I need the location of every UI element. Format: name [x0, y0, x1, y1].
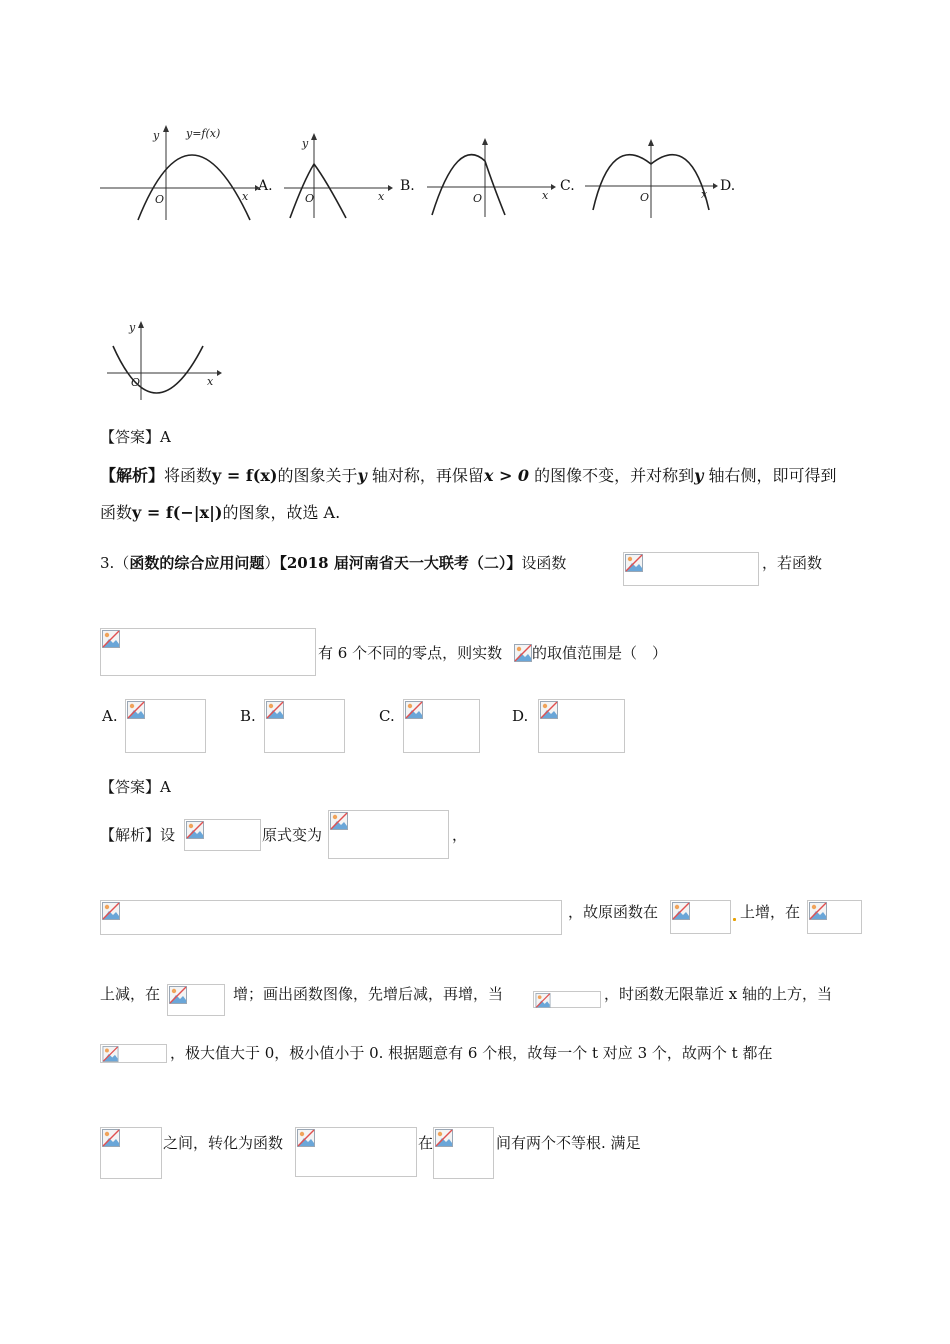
choice-c-image[interactable] — [403, 699, 480, 753]
question-text: 的取值范围是（ ） — [532, 644, 668, 662]
graph-d-option: D. — [720, 178, 736, 194]
question-3 — [100, 553, 566, 573]
question-text: ，若函数 — [762, 554, 823, 572]
formula-image — [100, 628, 316, 676]
analysis-1-text: 的图象，故选 A. — [222, 503, 341, 522]
broken-image-icon — [102, 1129, 120, 1147]
graph-given-y-label: y — [129, 321, 136, 334]
formula-image — [433, 1127, 494, 1179]
graph-given-origin-label: O — [131, 376, 141, 389]
broken-image-icon — [435, 1129, 453, 1147]
broken-image-icon — [514, 644, 532, 662]
choice-a-label[interactable]: A. — [102, 707, 118, 725]
broken-image-icon — [127, 701, 145, 719]
analysis-1-text: 的图象关于 — [277, 466, 358, 485]
analysis-2-text: 原式变为 — [262, 826, 323, 844]
analysis-1-text: 轴右侧，即可得到 — [703, 466, 837, 485]
graph-c-option: C. — [560, 178, 575, 194]
broken-image-icon — [330, 812, 348, 830]
formula-image — [167, 984, 225, 1016]
graph-b-y-label: y — [302, 137, 309, 150]
graph-a-y-label: y — [153, 129, 160, 142]
choice-a-image[interactable] — [125, 699, 206, 753]
analysis-2-text: ，极大值大于 0，极小值小于 0. 根据题意有 6 个根，故每一个 t 对应 3 个，故两个 t 都在 — [170, 1044, 773, 1062]
choice-b-image[interactable] — [264, 699, 345, 753]
formula-image — [807, 900, 862, 934]
analysis-1-formula: y = f(−|x|) — [132, 503, 223, 522]
analysis-1-formula: y = f(x) — [212, 466, 278, 485]
graph-a-option: A. — [258, 178, 273, 194]
graph-given-x-label: x — [207, 375, 214, 388]
broken-image-icon — [540, 701, 558, 719]
question-number: 3.（ — [100, 554, 130, 572]
graph-d-origin-label: O — [640, 191, 650, 204]
analysis-1-line-2 — [100, 503, 340, 523]
broken-image-icon — [266, 701, 284, 719]
graph-c-origin-label: O — [473, 192, 483, 205]
broken-image-icon — [809, 902, 827, 920]
broken-image-icon — [102, 1046, 119, 1062]
answer-2: 【答案】A — [100, 778, 171, 796]
graph-a-fx-label: y=f(x) — [186, 127, 221, 140]
formula-image — [295, 1127, 417, 1177]
choice-d-label[interactable]: D. — [512, 707, 529, 725]
analysis-1-formula: x > 0 — [483, 466, 530, 485]
analysis-2-text: 上减，在 — [100, 985, 161, 1003]
analysis-1-var: y — [357, 466, 367, 485]
graph-c-x-label: x — [542, 189, 549, 202]
analysis-2-text: ，故原函数在 — [568, 903, 659, 921]
analysis-2-text: 间有两个不等根. 满足 — [496, 1134, 641, 1152]
broken-image-icon — [672, 902, 690, 920]
question-topic: 函数的综合应用问题 — [129, 554, 265, 572]
formula-image — [100, 1127, 162, 1179]
formula-image — [328, 810, 449, 859]
formula-image — [184, 819, 261, 851]
graph-given — [105, 318, 225, 403]
graph-a — [100, 120, 260, 225]
answer-1: 【答案】A — [100, 428, 171, 446]
broken-image-icon — [535, 993, 551, 1008]
broken-image-icon — [102, 902, 120, 920]
broken-image-icon — [625, 554, 643, 572]
formula-image — [623, 552, 759, 586]
question-paren: ） — [264, 554, 280, 572]
graph-d — [585, 138, 720, 223]
formula-image — [533, 991, 601, 1008]
analysis-1-text: 的图像不变，并对称到 — [529, 466, 695, 485]
graph-b-origin-label: O — [305, 192, 315, 205]
question-text: 有 6 个不同的零点，则实数 — [318, 644, 503, 662]
choice-b-label[interactable]: B. — [240, 707, 256, 725]
analysis-1-head: 【解析】 — [100, 466, 165, 485]
question-source: 【2018 届河南省天一大联考（二）】 — [279, 554, 522, 572]
broken-image-icon — [405, 701, 423, 719]
broken-image-icon — [169, 986, 187, 1004]
broken-image-icon — [102, 630, 120, 648]
choice-d-image[interactable] — [538, 699, 625, 753]
graph-c — [427, 135, 557, 220]
analysis-2-text: 在 — [418, 1134, 434, 1152]
analysis-1-text: 轴对称，再保留 — [366, 466, 484, 485]
analysis-2-text: 【解析】设 — [100, 826, 176, 844]
question-text: 设函数 — [521, 554, 567, 572]
choice-c-label[interactable]: C. — [379, 707, 395, 725]
broken-image-icon — [186, 821, 204, 839]
analysis-2-text: 增；画出函数图像，先增后减，再增，当 — [233, 985, 504, 1003]
formula-image — [100, 1044, 167, 1063]
formula-image — [670, 900, 731, 934]
analysis-1-text: 函数 — [100, 503, 133, 522]
orange-dot — [733, 918, 736, 921]
analysis-1-line-1 — [100, 466, 837, 486]
formula-image — [100, 900, 562, 935]
graph-b-option: B. — [400, 178, 415, 194]
graph-d-x-label: x — [701, 188, 708, 201]
graph-a-origin-label: O — [155, 193, 165, 206]
broken-image-icon — [297, 1129, 315, 1147]
analysis-2-text: 上增，在 — [740, 903, 801, 921]
analysis-1-text: 将函数 — [164, 466, 213, 485]
graph-b — [284, 130, 394, 220]
analysis-2-text: ，时函数无限靠近 x 轴的上方，当 — [604, 985, 832, 1003]
graph-a-x-label: x — [242, 190, 249, 203]
analysis-2-text: 之间，转化为函数 — [163, 1134, 284, 1152]
analysis-1-var: y — [694, 466, 704, 485]
graph-b-x-label: x — [378, 190, 385, 203]
analysis-2-text: ， — [452, 826, 468, 844]
